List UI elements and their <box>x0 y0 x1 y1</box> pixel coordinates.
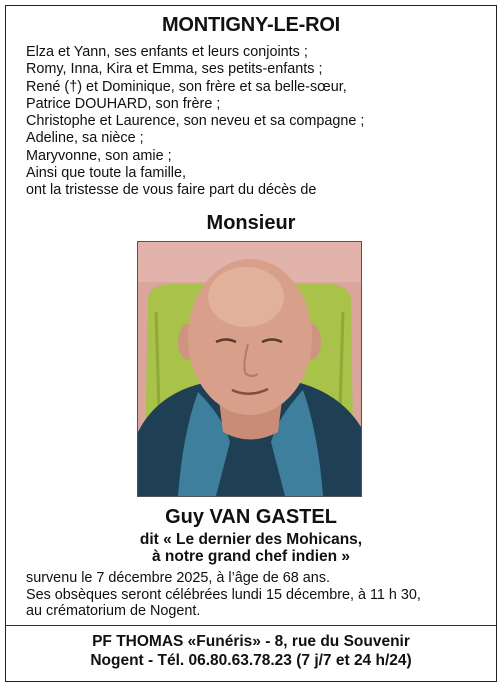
details-line: Ses obsèques seront célébrées lundi 15 décembre, à 11 h 30, <box>26 586 421 603</box>
nickname-line: dit « Le dernier des Mohicans, <box>139 531 363 548</box>
funeral-home-phone: Nogent - Tél. 06.80.63.78.23 (7 j/7 et 24 h/24) <box>90 652 412 669</box>
funeral-home-contact <box>0 632 502 670</box>
deceased-nickname <box>0 531 502 565</box>
honorific: Monsieur <box>206 212 296 234</box>
mourner-line: Elza et Yann, ses enfants et leurs conjoints ; <box>26 44 308 60</box>
deceased-name: Guy VAN GASTEL <box>165 506 337 528</box>
mourner-line: Adeline, sa nièce ; <box>26 130 144 147</box>
mourner-line: Romy, Inna, Kira et Emma, ses petits-enfants ; <box>26 61 323 78</box>
footer-divider <box>6 625 496 626</box>
funeral-home-address: PF THOMAS «Funéris» - 8, rue du Souvenir <box>92 633 410 650</box>
mourner-line: ont la tristesse de vous faire part du décès de <box>26 182 317 199</box>
nickname-line: à notre grand chef indien » <box>151 548 351 565</box>
details-line: survenu le 7 décembre 2025, à l’âge de 68 ans. <box>26 570 331 586</box>
deceased-portrait <box>137 241 362 497</box>
mourners-list <box>26 44 488 200</box>
mourner-line: Patrice DOUHARD, son frère ; <box>26 95 221 112</box>
mourner-line: Christophe et Laurence, son neveu et sa compagne ; <box>26 113 365 130</box>
details-line: au crématorium de Nogent. <box>26 603 201 619</box>
town-heading: MONTIGNY-LE-ROI <box>161 14 341 36</box>
mourner-line: René (†) et Dominique, son frère et sa belle-sœur, <box>26 78 347 95</box>
mourner-line: Ainsi que toute la famille, <box>26 165 186 182</box>
portrait-illustration <box>138 242 361 496</box>
funeral-details <box>26 570 488 620</box>
mourner-line: Maryvonne, son amie ; <box>26 147 172 164</box>
